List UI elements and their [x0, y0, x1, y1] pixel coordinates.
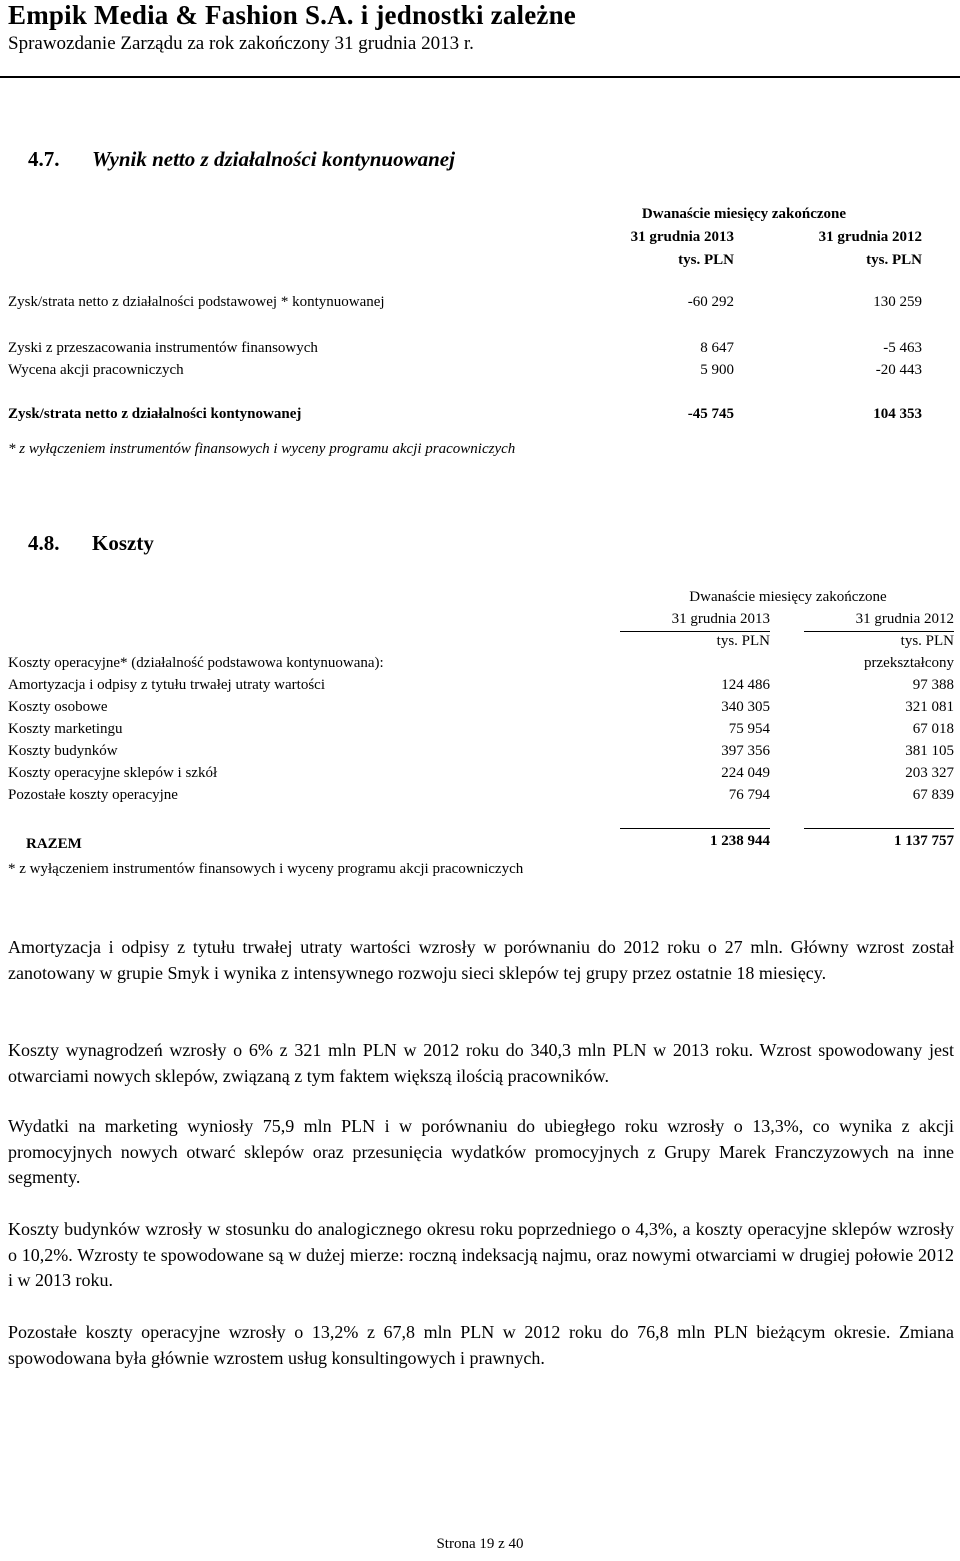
paragraph-other-costs: Pozostałe koszty operacyjne wzrosły o 13,2% z 67,8 mln PLN w 2012 roku do 76,8 mln PLN bieżącym okresie. Zmiana spowodowana była głównie wzrostem usług konsultingowych i prawnych. [8, 1322, 954, 1368]
table-cell-2013: 340 305 [721, 699, 770, 715]
table-row-label: Pozostałe koszty operacyjne [8, 787, 178, 803]
table-cell-2013: -45 745 [687, 406, 734, 422]
table-row-label: Koszty budynków [8, 743, 118, 759]
table-cell-2012: 67 839 [912, 787, 954, 803]
total-2013: 1 238 944 [710, 833, 770, 849]
table-cell-2012: -20 443 [875, 362, 922, 378]
section-title: Wynik netto z działalności kontynuowanej [92, 147, 455, 171]
paragraph-marketing: Wydatki na marketing wyniosły 75,9 mln PLN i w porównaniu do ubiegłego roku wzrosły o 13,3%, co wynika z akcji promocyjnych nowych otwarć sklepów oraz przesunięcia wydatków promocyjnych z Grupy Marek Franczyzowych na inne segmenty. [8, 1116, 954, 1187]
col-2013-date: 31 grudnia 2013 [671, 611, 770, 627]
header-divider [0, 76, 960, 78]
total-2013-topline [620, 828, 770, 829]
table-cell-2012: 130 259 [873, 294, 922, 310]
period-header: Dwanaście miesięcy zakończone [641, 206, 847, 222]
table-cell-2012: 203 327 [905, 765, 954, 781]
total-2012: 1 137 757 [894, 833, 954, 849]
col-2012-date: 31 grudnia 2012 [818, 229, 922, 245]
section-4-8-heading [28, 531, 154, 556]
table-cell-2012: 381 105 [905, 743, 954, 759]
table-cell-2012: 67 018 [912, 721, 954, 737]
table-cell-2013: 124 486 [721, 677, 770, 693]
table-row-label: Koszty osobowe [8, 699, 108, 715]
col-2013-date: 31 grudnia 2013 [630, 229, 734, 245]
table-row-label: Koszty operacyjne sklepów i szkół [8, 765, 218, 781]
table-row-label: Koszty marketingu [8, 721, 123, 737]
page-number: Strona 19 z 40 [436, 1536, 524, 1552]
table-cell-2013: 75 954 [728, 721, 770, 737]
col-2013-unit: tys. PLN [678, 252, 734, 268]
table-cell-2013: 224 049 [721, 765, 770, 781]
table-cell-2013: 76 794 [728, 787, 770, 803]
table-row-label: Zysk/strata netto z działalności kontynowanej [8, 406, 302, 422]
paragraph-salaries: Koszty wynagrodzeń wzrosły o 6% z 321 mln PLN w 2012 roku do 340,3 mln PLN w 2013 roku. Wzrost spowodowany jest otwarciami nowych sklepów, związaną z tym faktem większą ilością pracowników. [8, 1040, 954, 1086]
section-number: 4.7. [28, 147, 60, 171]
company-name: Empik Media & Fashion S.A. i jednostki zależne [8, 0, 576, 30]
col-2012-unit: tys. PLN [866, 252, 922, 268]
table-row-label: Wycena akcji pracowniczych [8, 362, 184, 378]
paragraph-buildings: Koszty budynków wzrosły w stosunku do analogicznego okresu roku poprzedniego o 4,3%, a koszty operacyjne sklepów wzrosły o 10,2%. Wzrosty te spowodowane są w dużej mierze: roczną indeksacją najmu, oraz nowymi otwarciami w drugiej połowie 2012 i w 2013 roku. [8, 1219, 954, 1290]
table-row-label: Zysk/strata netto z działalności podstawowej * kontynuowanej [8, 294, 385, 310]
col-2012-date: 31 grudnia 2012 [855, 611, 954, 627]
table-cell-2013: 397 356 [721, 743, 770, 759]
period-header: Dwanaście miesięcy zakończone [689, 589, 887, 605]
table-row-label: Amortyzacja i odpisy z tytułu trwałej utraty wartości [8, 677, 325, 693]
col-2012-underline [804, 631, 954, 632]
table-cell-2012: 104 353 [873, 406, 922, 422]
total-2012-topline [804, 828, 954, 829]
col-2013-underline [620, 631, 770, 632]
paragraph-amortization: Amortyzacja i odpisy z tytułu trwałej utraty wartości wzrosły w porównaniu do 2012 roku o 27 mln. Główny wzrost został zanotowany w grupie Smyk i wynika z intensywnego rozwoju sieci sklepów tej grupy przez ostatnie 18 miesięcy. [8, 937, 954, 983]
table-cell-2013: 8 647 [700, 340, 734, 356]
footnote: * z wyłączeniem instrumentów finansowych i wyceny programu akcji pracowniczych [8, 861, 524, 877]
table-cell-2012: -5 463 [883, 340, 922, 356]
table-row-label: Zyski z przeszacowania instrumentów finansowych [8, 340, 318, 356]
footnote: * z wyłączeniem instrumentów finansowych i wyceny programu akcji pracowniczych [8, 441, 516, 457]
table-cell-2012: 321 081 [905, 699, 954, 715]
restated-note: przekształcony [864, 655, 954, 671]
col-2012-unit: tys. PLN [900, 633, 954, 649]
total-label: RAZEM [26, 836, 82, 852]
table-cell-2013: -60 292 [687, 294, 734, 310]
col-2013-unit: tys. PLN [716, 633, 770, 649]
report-title: Sprawozdanie Zarządu za rok zakończony 31 grudnia 2013 r. [8, 33, 474, 54]
section-title: Koszty [92, 531, 154, 555]
section-number: 4.8. [28, 531, 60, 555]
table-cell-2012: 97 388 [912, 677, 954, 693]
group-label: Koszty operacyjne* (działalność podstawowa kontynuowana): [8, 655, 384, 671]
section-4-7-heading [28, 147, 455, 172]
table-cell-2013: 5 900 [700, 362, 734, 378]
